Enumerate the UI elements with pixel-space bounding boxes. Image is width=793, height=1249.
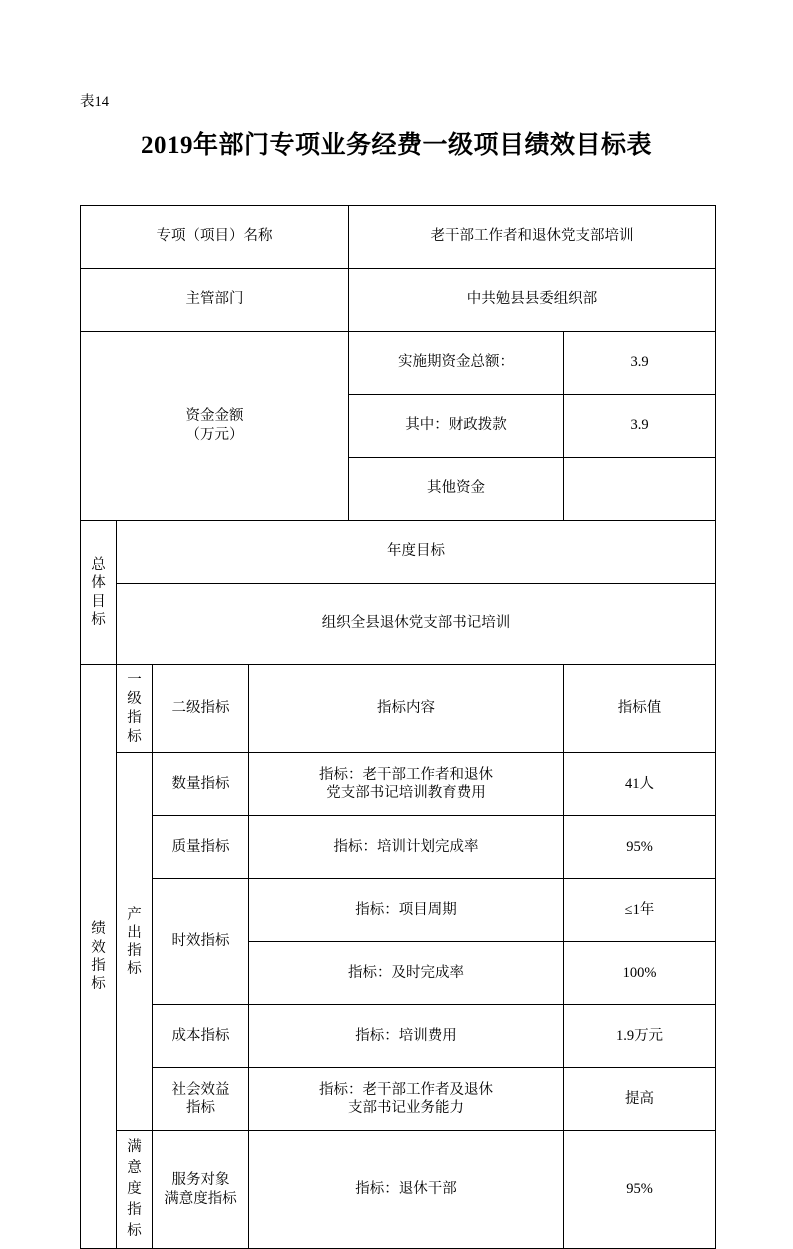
indicator-level1-satisfaction: 满意度指标 [117,1131,153,1249]
annual-goal-text: 组织全县退休党支部书记培训 [117,584,716,665]
annual-goal-header: 年度目标 [117,521,716,584]
indicator-level2-quantity: 数量指标 [153,753,249,816]
overall-goal-side-label [81,521,117,665]
page-title: 2019年部门专项业务经费一级项目绩效目标表 [140,132,652,159]
column-header-level2: 二级指标 [153,665,249,753]
table-row-department [81,269,716,332]
indicator-content-social-line1: 指标：老干部工作者及退休 [319,1081,493,1098]
performance-side-label-char4: 标 [91,975,106,992]
table-row-annual-goal-header [81,521,716,584]
indicator-level2-social [153,1068,249,1131]
column-header-level1-line1: 一级 [127,672,142,707]
table-row-indicator-social-benefit [81,1068,716,1131]
indicator-level2-social-line1: 社会效益 [171,1081,230,1098]
funds-item-fiscal-label: 其中：财政拨款 [349,395,564,458]
indicator-content-social [249,1068,564,1131]
indicator-value-period: ≤1年 [564,879,716,942]
column-header-level1-line2: 指标 [127,709,142,745]
funds-label-line2: （万元） [185,427,244,443]
output-indicator-label-char3: 指 [127,942,142,959]
funds-label [81,332,349,521]
indicator-value-quality: 95% [564,816,716,879]
indicator-value-social: 提高 [564,1068,716,1131]
performance-side-label [81,665,117,1249]
performance-side-label-char1: 绩 [91,921,106,938]
indicator-level2-satisfaction-line1: 服务对象 [171,1172,230,1189]
project-name-value: 老干部工作者和退休党支部培训 [349,206,716,269]
column-header-content: 指标内容 [249,665,564,753]
performance-side-label-char2: 效 [91,939,106,956]
table-row-indicator-quality [81,816,716,879]
table-row-funds-total [81,332,716,395]
indicator-level2-satisfaction-line2: 满意度指标 [164,1190,237,1207]
performance-goal-table [80,205,716,1249]
indicator-level2-quality: 质量指标 [153,816,249,879]
output-indicator-label [117,753,153,1131]
output-indicator-label-char1: 产 [127,906,142,923]
overall-goal-side-label-line1: 总体 [91,557,106,592]
funds-item-total-label: 实施期资金总额： [349,332,564,395]
indicator-content-social-line2: 支部书记业务能力 [348,1100,464,1117]
table-label: 表14 [80,94,109,110]
column-header-level1 [117,665,153,753]
indicator-content-ontime: 指标：及时完成率 [249,942,564,1005]
indicator-content-period: 指标：项目周期 [249,879,564,942]
output-indicator-label-char2: 出 [127,924,142,941]
indicator-value-satisfaction: 95% [564,1131,716,1249]
funds-label-line1: 资金金额 [185,408,244,425]
indicator-value-cost: 1.9万元 [564,1005,716,1068]
overall-goal-side-label-line2: 目标 [91,593,106,628]
table-row-indicator-timeliness-period [81,879,716,942]
table-row-indicator-headers [81,665,716,753]
funds-item-other-value [564,458,716,521]
indicator-level2-social-line2: 指标 [186,1100,215,1117]
table-row-annual-goal-text [81,584,716,665]
indicator-content-quantity-line1: 指标：老干部工作者和退休 [319,766,493,783]
output-indicator-label-char4: 标 [127,961,142,977]
indicator-content-quality: 指标：培训计划完成率 [249,816,564,879]
indicator-level2-satisfaction [153,1131,249,1249]
indicator-value-quantity: 41人 [564,753,716,816]
department-label: 主管部门 [81,269,349,332]
table-row-project-name [81,206,716,269]
performance-side-label-char3: 指 [91,957,106,974]
indicator-content-cost: 指标：培训费用 [249,1005,564,1068]
indicator-content-satisfaction: 指标：退休干部 [249,1131,564,1249]
indicator-level2-timeliness: 时效指标 [153,879,249,1005]
funds-item-total-value: 3.9 [564,332,716,395]
table-row-indicator-satisfaction [81,1131,716,1249]
funds-item-other-label: 其他资金 [349,458,564,521]
department-value: 中共勉县县委组织部 [349,269,716,332]
indicator-value-ontime: 100% [564,942,716,1005]
table-row-indicator-cost [81,1005,716,1068]
indicator-level2-cost: 成本指标 [153,1005,249,1068]
table-row-indicator-quantity [81,753,716,816]
indicator-content-quantity-line2: 党支部书记培训教育费用 [326,785,486,802]
column-header-value: 指标值 [564,665,716,753]
project-name-label: 专项（项目）名称 [81,206,349,269]
funds-item-fiscal-value: 3.9 [564,395,716,458]
indicator-content-quantity [249,753,564,816]
